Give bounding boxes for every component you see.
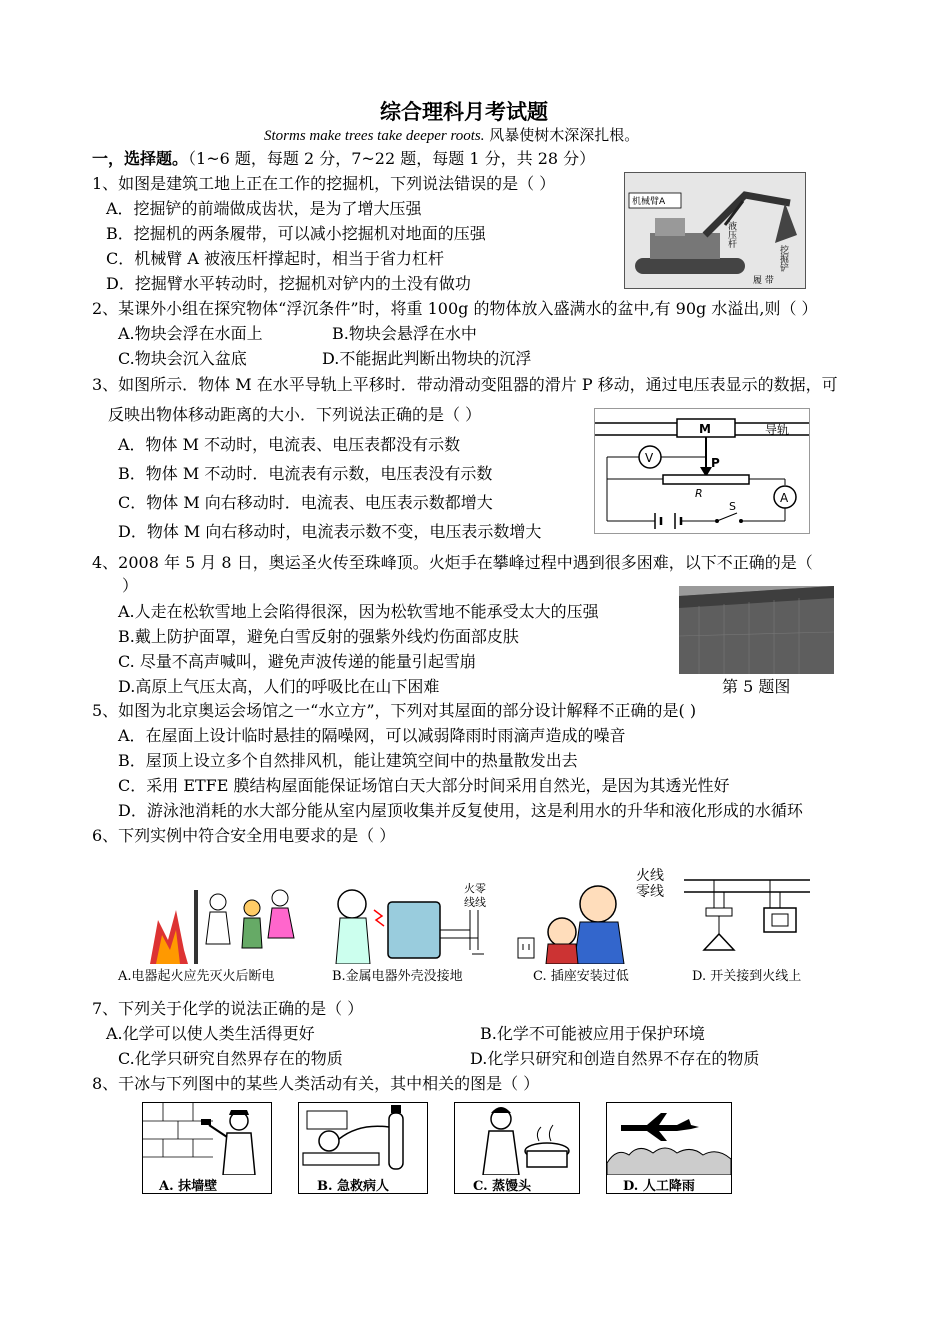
steaming-buns-illustration xyxy=(455,1103,579,1175)
label-v: V xyxy=(645,451,654,465)
section-note: （1~6 题，每题 2 分，7~22 题，每题 1 分，共 28 分） xyxy=(188,149,596,168)
q6-caption-d: D. 开关接到火线上 xyxy=(692,969,802,984)
q8-figure-d xyxy=(606,1102,732,1194)
q2-stem: 2、某课外小组在探究物体“浮沉条件”时，将重 100g 的物体放入盛满水的盆中,有 90g 水溢出,则（ ） xyxy=(92,299,818,318)
switch-wiring-diagram xyxy=(684,872,810,966)
circuit-figure xyxy=(594,408,810,534)
q1-option-b: B．挖掘机的两条履带，可以减小挖掘机对地面的压强 xyxy=(106,224,486,243)
q6-figure-a xyxy=(148,880,300,964)
q8-stem: 8、干冰与下列图中的某些人类活动有关，其中相关的图是（ ） xyxy=(92,1074,540,1093)
q3-option-d: D．物体 M 向右移动时，电流表示数不变，电压表示数增大 xyxy=(118,522,542,541)
page-title: 综合理科月考试题 xyxy=(380,99,548,124)
q5-stem: 5、如图为北京奥运会场馆之一“水立方”，下列对其屋面的部分设计解释不正确的是( ) xyxy=(92,701,697,720)
artificial-rain-illustration xyxy=(607,1103,731,1175)
q1-option-c: C．机械臂 A 被液压杆撑起时，相当于省力杠杆 xyxy=(106,249,444,268)
water-cube-photo xyxy=(679,586,834,674)
low-socket-illustration xyxy=(514,880,634,964)
label-arm: 机械臂A xyxy=(632,197,666,207)
q8-caption-c: C. 蒸馒头 xyxy=(473,1179,532,1194)
water-cube-image xyxy=(679,586,834,674)
q8-caption-d: D. 人工降雨 xyxy=(623,1179,695,1194)
q6-figure-d xyxy=(684,872,810,966)
label-live-line: 火线 xyxy=(636,868,664,884)
q4-stem-end: ） xyxy=(122,576,139,595)
section-title: 一，选择题。 xyxy=(92,149,189,168)
q4-option-a: A.人走在松软雪地上会陷得很深，因为松软雪地不能承受太大的压强 xyxy=(118,602,599,621)
label-p: P xyxy=(711,456,720,470)
q7-option-d: D.化学只研究和创造自然界不存在的物质 xyxy=(470,1049,760,1068)
q8-caption-b: B. 急救病人 xyxy=(317,1179,390,1194)
label-rail: 导轨 xyxy=(765,423,790,437)
q2-option-b: B.物块会悬浮在水中 xyxy=(332,324,477,343)
q3-stem-line1: 3、如图所示．物体 M 在水平导轨上平移时．带动滑动变阻器的滑片 P 移动，通过电压表显示的数据，可 xyxy=(92,375,838,394)
plastering-wall-illustration xyxy=(143,1103,271,1175)
q5-option-b: B．屋顶上设立多个自然排风机，能让建筑空间中的热量散发出去 xyxy=(118,751,578,770)
ungrounded-appliance-illustration xyxy=(326,880,486,964)
q3-option-b: B．物体 M 不动时．电流表有示数，电压表没有示数 xyxy=(118,464,493,483)
motto-chinese: 风暴使树木深深扎根。 xyxy=(489,126,640,144)
q4-option-c: C. 尽量不高声喊叫，避免声波传递的能量引起雪崩 xyxy=(118,652,476,671)
label-track: 履 带 xyxy=(753,276,774,286)
label-shovel: 挖掘铲 xyxy=(778,245,788,272)
q5-option-a: A．在屋面上设计临时悬挂的隔噪网，可以减弱降雨时雨滴声造成的噪音 xyxy=(118,726,626,745)
q6-figure-c xyxy=(514,880,634,964)
q2-option-d: D.不能据此判断出物块的沉浮 xyxy=(322,349,532,368)
fig5-caption: 第 5 题图 xyxy=(722,677,791,696)
excavator-figure xyxy=(624,172,806,289)
q7-stem: 7、下列关于化学的说法正确的是（ ） xyxy=(92,999,364,1018)
q7-option-c: C.化学只研究自然界存在的物质 xyxy=(118,1049,343,1068)
q7-option-a: A.化学可以使人类生活得更好 xyxy=(106,1024,315,1043)
excavator-illustration xyxy=(625,173,805,288)
q2-option-a: A.物块会浮在水面上 xyxy=(118,324,263,343)
q7-option-b: B.化学不可能被应用于保护环境 xyxy=(480,1024,705,1043)
motto xyxy=(264,124,639,145)
q8-figure-a xyxy=(142,1102,272,1194)
q3-stem-line2: 反映出物体移动距离的大小．下列说法正确的是（ ） xyxy=(108,405,482,424)
q5-option-d: D．游泳池消耗的水大部分能从室内屋顶收集并反复使用，这是利用水的升华和液化形成的水循环 xyxy=(118,801,803,820)
fire-scene-illustration xyxy=(148,880,300,964)
label-neutral-line: 零线 xyxy=(636,884,664,900)
circuit-diagram xyxy=(595,409,809,533)
section-heading xyxy=(92,148,595,170)
q1-option-d: D．挖掘臂水平转动时，挖掘机对铲内的土没有做功 xyxy=(106,274,471,293)
q4-stem: 4、2008 年 5 月 8 日，奥运圣火传至珠峰顶。火炬手在攀峰过程中遇到很多困难，以下不正确的是（ xyxy=(92,553,813,572)
label-s: S xyxy=(729,500,736,513)
q6-figure-b xyxy=(326,880,486,964)
q1-option-a: A．挖掘铲的前端做成齿状，是为了增大压强 xyxy=(106,199,422,218)
label-line: 线线 xyxy=(464,896,486,909)
q6-caption-b: B.金属电器外壳没接地 xyxy=(332,969,463,984)
q6-caption-a: A.电器起火应先灭火后断电 xyxy=(118,969,275,984)
q8-caption-a: A. 抹墙壁 xyxy=(159,1179,218,1194)
q3-option-c: C．物体 M 向右移动时．电流表、电压表示数都增大 xyxy=(118,493,493,512)
label-a: A xyxy=(780,491,789,505)
q1-stem: 1、如图是建筑工地上正在工作的挖掘机，下列说法错误的是（ ） xyxy=(92,174,556,193)
q2-option-c: C.物块会沉入盆底 xyxy=(118,349,247,368)
q3-option-a: A．物体 M 不动时，电流表、电压表都没有示数 xyxy=(118,435,461,454)
q4-option-d: D.高原上气压太高，人们的呼吸比在山下困难 xyxy=(118,677,440,696)
label-rod: 液压杆 xyxy=(726,221,736,248)
label-r: R xyxy=(695,487,703,500)
label-live-neutral: 火零 xyxy=(464,882,486,895)
q6-stem: 6、下列实例中符合安全用电要求的是（ ） xyxy=(92,826,396,845)
label-m: M xyxy=(699,422,711,436)
emergency-patient-illustration xyxy=(299,1103,427,1175)
q5-option-c: C．采用 ETFE 膜结构屋面能保证场馆白天大部分时间采用自然光，是因为其透光性好 xyxy=(118,776,730,795)
q4-option-b: B.戴上防护面罩，避免白雪反射的强紫外线灼伤面部皮肤 xyxy=(118,627,519,646)
q8-figure-c xyxy=(454,1102,580,1194)
motto-english: Storms make trees take deeper roots. xyxy=(264,128,485,144)
q6-caption-c: C. 插座安装过低 xyxy=(533,969,629,984)
q8-figure-b xyxy=(298,1102,428,1194)
